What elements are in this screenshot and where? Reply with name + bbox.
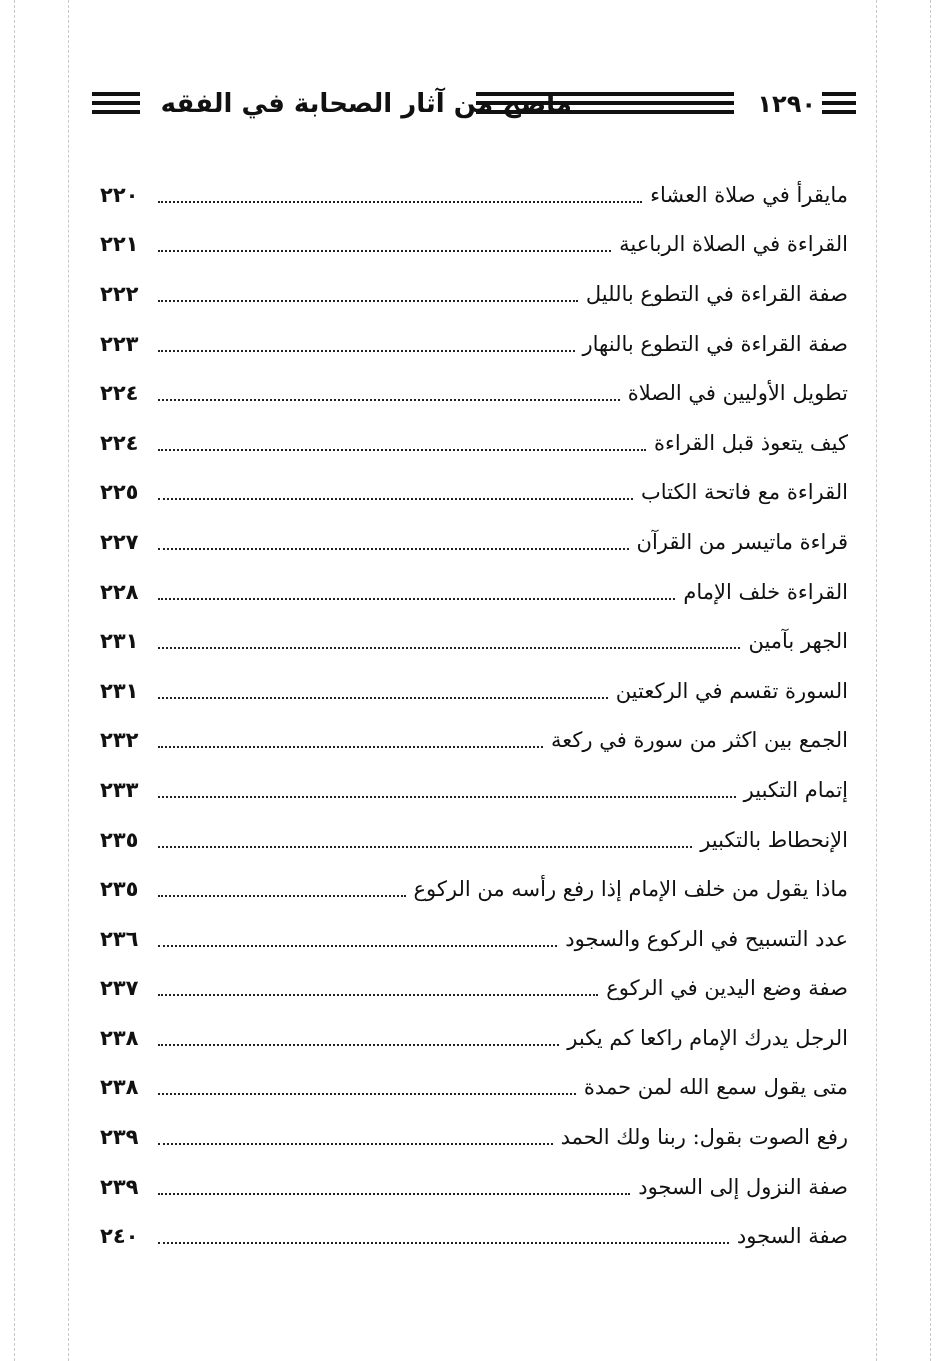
toc-entry-page: ٢٢٢ (100, 281, 139, 306)
toc-entry-page: ٢٢٣ (100, 331, 139, 356)
toc-entry-page: ٢٣٧ (100, 976, 139, 1001)
margin-guide-right-outer (930, 0, 931, 1361)
toc-entry-title: صفة القراءة في التطوع بالليل (585, 281, 848, 306)
toc-entry-title: عدد التسبيح في الركوع والسجود (565, 926, 848, 951)
toc-dot-leader (158, 895, 406, 897)
margin-guide-left-outer (14, 0, 15, 1361)
toc-entry-page: ٢٣٥ (100, 877, 139, 902)
toc-entry-page: ٢٢٤ (100, 430, 139, 455)
toc-entry-title: السورة تقسم في الركعتين (615, 678, 848, 703)
toc-entry-page: ٢٣١ (100, 678, 139, 703)
toc-dot-leader (158, 350, 575, 352)
toc-entry (100, 517, 848, 567)
margin-guide-left-inner (68, 0, 69, 1361)
toc-entry-page: ٢٣١ (100, 629, 139, 654)
toc-entry-page: ٢٢١ (100, 232, 139, 257)
toc-entry-title: تطويل الأوليين في الصلاة (627, 381, 848, 406)
toc-dot-leader (158, 697, 608, 699)
toc-dot-leader (158, 498, 633, 500)
toc-dot-leader (158, 1242, 729, 1244)
toc-dot-leader (158, 548, 629, 550)
toc-entry-title: الجهر بآمين (748, 629, 848, 654)
toc-entry-title: صفة النزول إلى السجود (638, 1174, 848, 1199)
toc-entry (100, 220, 848, 270)
page-number: ١٢٩٠ (757, 90, 816, 118)
header-rule-left (92, 92, 140, 114)
toc-entry-title: الرجل يدرك الإمام راكعا كم يكبر (567, 1025, 848, 1050)
toc-entry-title: مايقرأ في صلاة العشاء (650, 182, 848, 207)
toc-entry (100, 170, 848, 220)
toc-dot-leader (158, 994, 598, 996)
toc-dot-leader (158, 201, 642, 203)
toc-dot-leader (158, 1044, 559, 1046)
toc-entry (100, 368, 848, 418)
toc-dot-leader (158, 399, 620, 401)
toc-entry-page: ٢٣٥ (100, 827, 139, 852)
toc-entry-page: ٢٢٥ (100, 480, 139, 505)
toc-entry-title: الجمع بين اكثر من سورة في ركعة (551, 728, 848, 753)
toc-entry (100, 616, 848, 666)
toc-dot-leader (158, 796, 736, 798)
toc-entry-title: متى يقول سمع الله لمن حمدة (583, 1075, 848, 1100)
header-rule-right (822, 92, 856, 114)
toc-entry-page: ٢٣٩ (100, 1174, 139, 1199)
toc-entry (100, 1013, 848, 1063)
toc-entry-page: ٢٣٣ (100, 777, 139, 802)
toc-entry (100, 716, 848, 766)
toc-entry-title: صفة القراءة في التطوع بالنهار (582, 331, 848, 356)
toc-dot-leader (158, 598, 675, 600)
toc-entry-page: ٢٤٠ (100, 1224, 139, 1249)
toc-entry-title: قراءة ماتيسر من القرآن (636, 529, 848, 554)
toc-entry-page: ٢٣٨ (100, 1075, 139, 1100)
toc-entry (100, 1162, 848, 1212)
toc-entry-title: إتمام التكبير (743, 777, 848, 802)
toc-dot-leader (158, 250, 611, 252)
toc-entry (100, 1112, 848, 1162)
toc-entry-title: القراءة في الصلاة الرباعية (619, 232, 848, 257)
table-of-contents (100, 170, 848, 1261)
toc-entry-title: القراءة خلف الإمام (683, 579, 848, 604)
toc-entry (100, 914, 848, 964)
toc-entry (100, 269, 848, 319)
toc-entry (100, 964, 848, 1014)
toc-entry (100, 1063, 848, 1113)
toc-dot-leader (158, 746, 543, 748)
page-header (92, 84, 856, 124)
toc-entry-page: ٢٢٧ (100, 529, 139, 554)
toc-entry (100, 418, 848, 468)
toc-entry-page: ٢٢٤ (100, 381, 139, 406)
toc-dot-leader (158, 647, 740, 649)
toc-entry-title: الإنحطاط بالتكبير (700, 827, 848, 852)
book-title: ماصح من آثار الصحابة في الفقه (160, 89, 572, 119)
toc-entry (100, 1211, 848, 1261)
toc-entry-page: ٢٣٦ (100, 926, 139, 951)
toc-entry (100, 815, 848, 865)
toc-entry-title: ماذا يقول من خلف الإمام إذا رفع رأسه من الركوع (413, 877, 848, 902)
toc-dot-leader (158, 1193, 630, 1195)
toc-entry (100, 666, 848, 716)
toc-entry-page: ٢٢٨ (100, 579, 139, 604)
toc-entry (100, 864, 848, 914)
margin-guide-right-inner (876, 0, 877, 1361)
toc-entry-title: صفة السجود (736, 1224, 848, 1249)
toc-entry (100, 567, 848, 617)
toc-entry-title: كيف يتعوذ قبل القراءة (653, 430, 848, 455)
toc-entry-page: ٢٣٢ (100, 728, 139, 753)
toc-dot-leader (158, 1143, 553, 1145)
toc-dot-leader (158, 300, 578, 302)
toc-entry-title: القراءة مع فاتحة الكتاب (640, 480, 848, 505)
toc-entry-page: ٢٢٠ (100, 182, 139, 207)
toc-dot-leader (158, 1093, 576, 1095)
toc-entry (100, 319, 848, 369)
toc-dot-leader (158, 846, 692, 848)
toc-entry-title: رفع الصوت بقول: ربنا ولك الحمد (560, 1125, 848, 1150)
toc-entry-page: ٢٣٨ (100, 1025, 139, 1050)
toc-entry (100, 765, 848, 815)
toc-entry-page: ٢٣٩ (100, 1125, 139, 1150)
toc-entry-title: صفة وضع اليدين في الركوع (606, 976, 848, 1001)
toc-entry (100, 468, 848, 518)
toc-dot-leader (158, 945, 557, 947)
toc-dot-leader (158, 449, 646, 451)
